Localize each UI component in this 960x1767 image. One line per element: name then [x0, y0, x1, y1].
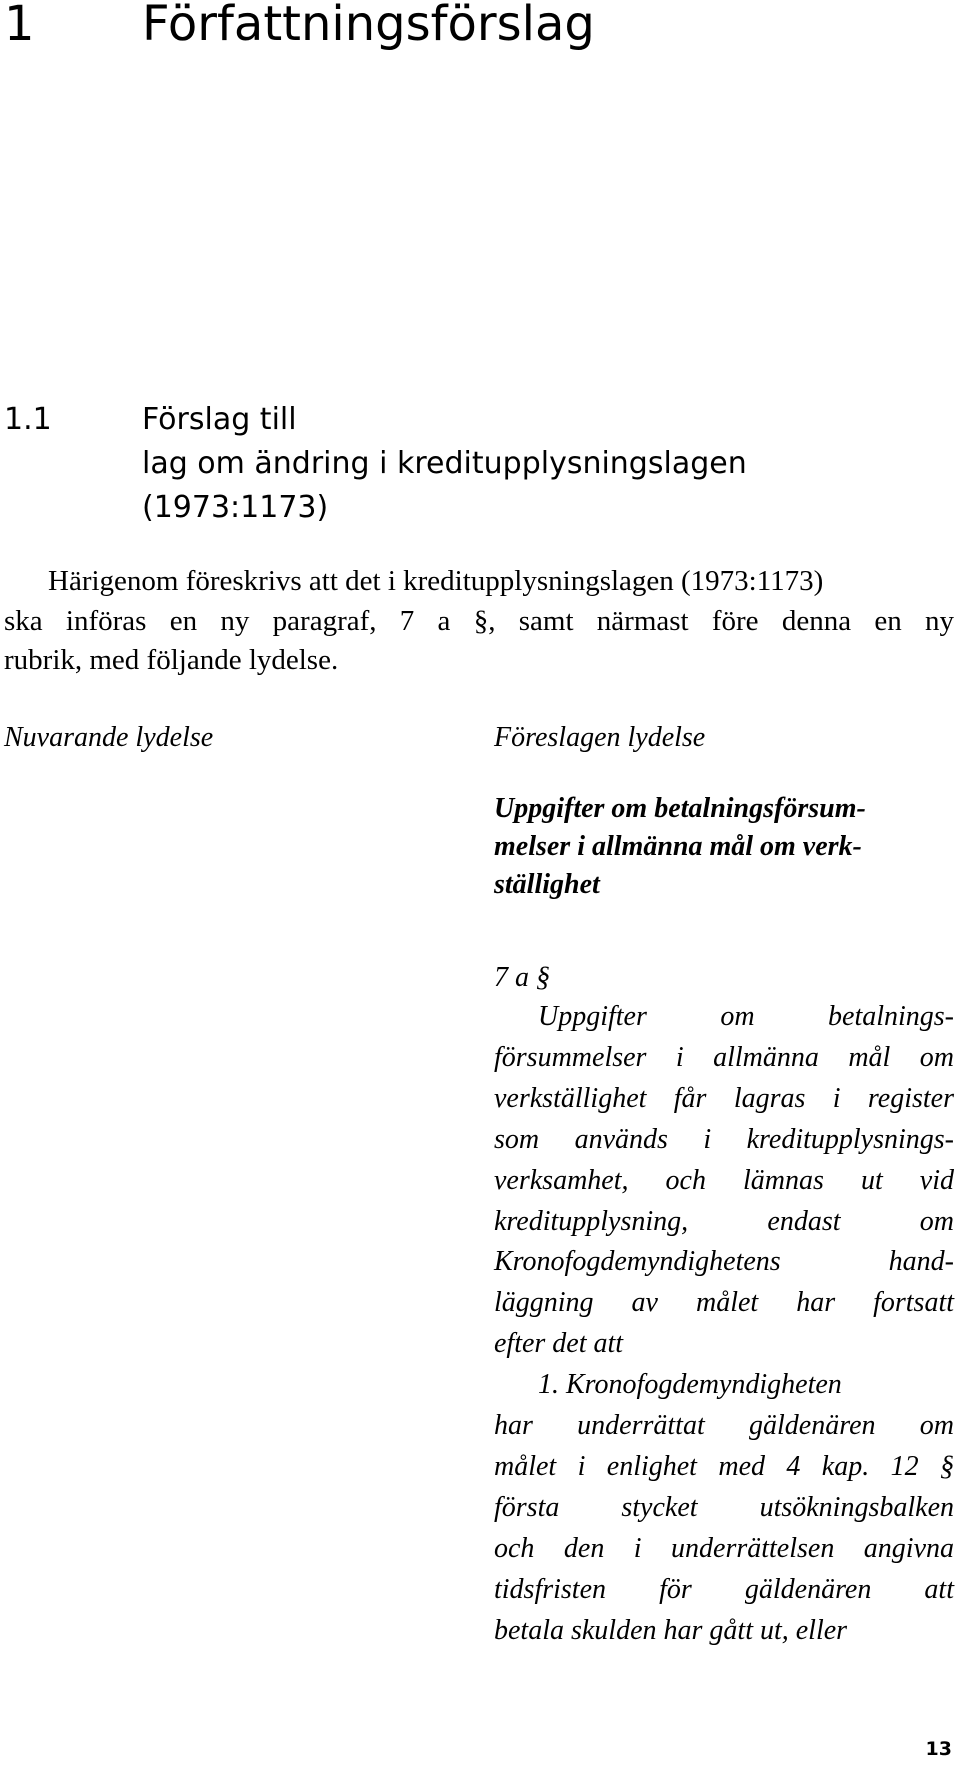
body-line: 1. Kronofogdemyndigheten [538, 1369, 842, 1401]
proposed-rubric [494, 790, 954, 904]
section-title-line: Förslag till [142, 402, 297, 437]
intro-line: Härigenom föreskrivs att det i kreditupplysningslagen (1973:1173) [48, 565, 824, 597]
section-title [142, 398, 747, 530]
section-number: 1.1 [4, 402, 52, 437]
intro-line: ska införas en ny paragraf, 7 a §, samt närmast före denna en ny [4, 604, 954, 637]
body-line: läggning av målet har fortsatt [494, 1287, 954, 1319]
body-line: betala skulden har gått ut, eller [494, 1614, 848, 1646]
body-line: verksamhet, och lämnas ut vid [494, 1164, 954, 1196]
section-title-line: lag om ändring i kreditupplysningslagen [142, 446, 747, 481]
body-line: målet i enlighet med 4 kap. 12 § [494, 1450, 954, 1482]
rubric-line: melser i allmänna mål om verk- [494, 831, 862, 862]
body-line: första stycket utsökningsbalken [494, 1491, 954, 1523]
proposed-wording-header: Föreslagen lydelse [494, 722, 706, 753]
chapter-title: Författningsförslag [142, 0, 595, 52]
intro-line: rubrik, med följande lydelse. [4, 644, 339, 676]
paragraph-label: 7 a § [494, 962, 550, 993]
rubric-line: Uppgifter om betalningsförsum- [494, 793, 866, 824]
section-title-line: (1973:1173) [142, 490, 329, 525]
body-line: kreditupplysning, endast om [494, 1205, 954, 1237]
body-line: försummelser i allmänna mål om [494, 1041, 954, 1073]
intro-paragraph [4, 562, 954, 681]
rubric-line: ställighet [494, 869, 600, 900]
body-line: verkställighet får lagras i register [494, 1082, 954, 1114]
body-line: har underrättat gäldenären om [494, 1410, 954, 1442]
proposed-paragraph-text [494, 997, 954, 1652]
page-number: 13 [925, 1738, 952, 1760]
body-line: efter det att [494, 1328, 624, 1360]
body-line: och den i underrättelsen angivna [494, 1532, 954, 1564]
chapter-number: 1 [4, 0, 35, 52]
body-line: Kronofogdemyndighetens hand- [494, 1246, 954, 1278]
body-line: som används i kreditupplysnings- [494, 1123, 954, 1155]
current-wording-header: Nuvarande lydelse [4, 722, 214, 753]
body-line: tidsfristen för gäldenären att [494, 1573, 954, 1605]
body-line: Uppgifter om betalnings- [538, 1001, 954, 1032]
